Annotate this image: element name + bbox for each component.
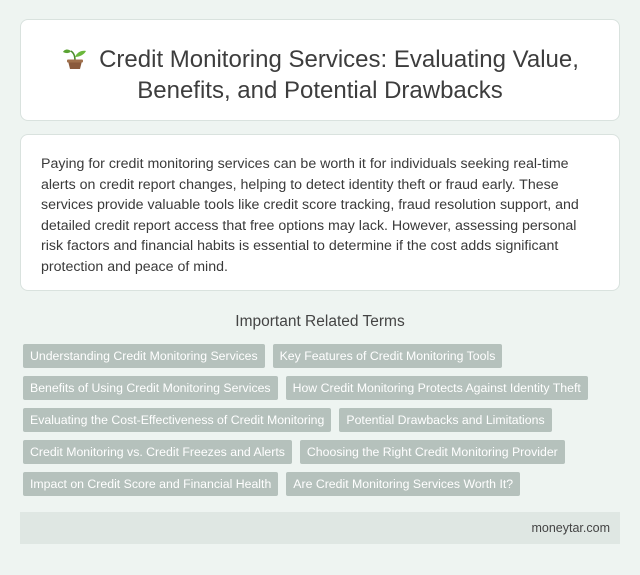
term-tag[interactable]: Evaluating the Cost-Effectiveness of Credit Monitoring — [23, 408, 331, 432]
page-title-wrapper — [21, 44, 619, 106]
sprout-icon — [61, 46, 89, 70]
term-tag[interactable]: Choosing the Right Credit Monitoring Provider — [300, 440, 565, 464]
term-tag[interactable]: Impact on Credit Score and Financial Health — [23, 472, 278, 496]
term-tag[interactable]: Key Features of Credit Monitoring Tools — [273, 344, 503, 368]
footer — [20, 512, 620, 544]
title-card — [20, 19, 620, 121]
related-terms-heading: Important Related Terms — [235, 313, 405, 330]
term-tag[interactable]: Credit Monitoring vs. Credit Freezes and Alerts — [23, 440, 292, 464]
intro-paragraph: Paying for credit monitoring services can be worth it for individuals seeking real-time alerts on credit report changes, helping to detect identity theft or fraud early. These services provide valuable tools like credit score tracking, fraud resolution support, and detailed credit report access that free options may lack. However, assessing personal risk factors and financial habits is essential to determine if the cost adds significant protection and peace of mind. — [41, 156, 579, 275]
page-title: Credit Monitoring Services: Evaluating Value, Benefits, and Potential Drawbacks — [99, 46, 579, 104]
term-tag[interactable]: Potential Drawbacks and Limitations — [339, 408, 551, 432]
term-tag[interactable]: How Credit Monitoring Protects Against Identity Theft — [286, 376, 588, 400]
term-tag[interactable]: Are Credit Monitoring Services Worth It? — [286, 472, 520, 496]
term-tag[interactable]: Benefits of Using Credit Monitoring Services — [23, 376, 278, 400]
intro-card — [20, 134, 620, 291]
related-terms-list — [23, 344, 603, 496]
footer-site-link[interactable]: moneytar.com — [531, 521, 610, 535]
term-tag[interactable]: Understanding Credit Monitoring Services — [23, 344, 265, 368]
